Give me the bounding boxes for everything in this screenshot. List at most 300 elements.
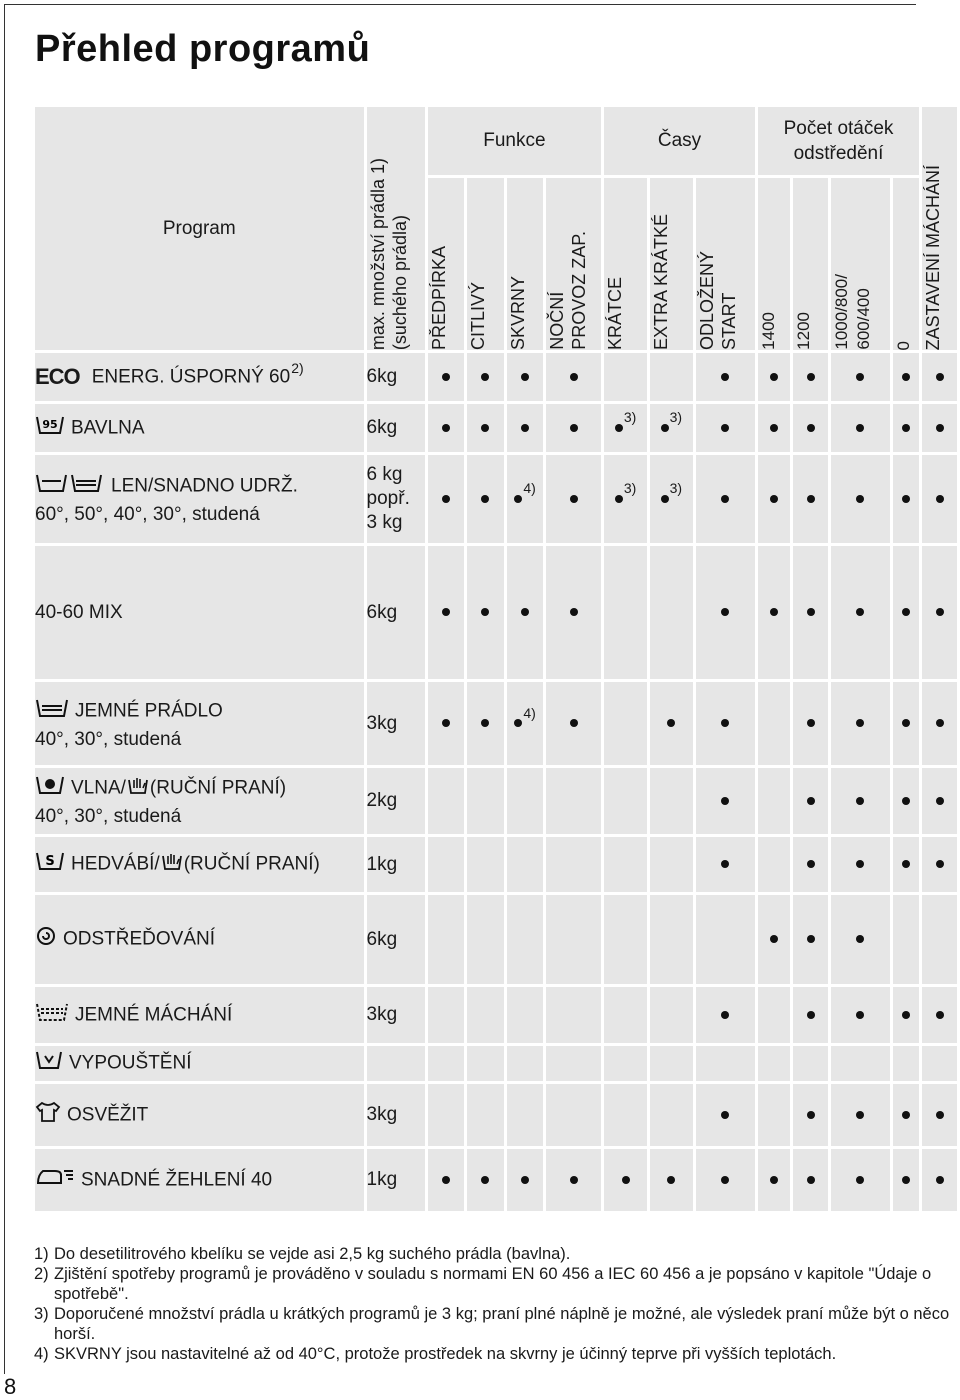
- spin-icon: [35, 925, 57, 954]
- option-cell: [831, 682, 890, 765]
- program-name-cell: [35, 837, 364, 892]
- footnotes: [34, 1244, 950, 1364]
- option-cell: [604, 404, 647, 452]
- program-row: [35, 837, 957, 892]
- option-cell: [758, 404, 791, 452]
- option-cell: [893, 1084, 919, 1146]
- option-cell: [922, 1046, 957, 1081]
- availability-dot: [936, 495, 944, 503]
- program-name-line: [35, 1048, 364, 1079]
- column-header-label: ODLOŽENÝ START: [696, 250, 739, 350]
- program-name: JEMNÉ PRÁDLO: [75, 700, 223, 722]
- option-cell: [831, 455, 890, 543]
- cotton-95-icon: [35, 413, 65, 444]
- column-header-label: SKVRNY: [507, 275, 528, 350]
- option-cell: [507, 1046, 544, 1081]
- option-cell: [922, 353, 957, 401]
- option-cell: [831, 546, 890, 679]
- availability-dot: [481, 373, 489, 381]
- option-cell: [650, 404, 693, 452]
- availability-dot: [807, 495, 815, 503]
- option-cell: [696, 895, 755, 984]
- availability-dot: [902, 1111, 910, 1119]
- availability-dot: [770, 495, 778, 503]
- availability-dot: [936, 1111, 944, 1119]
- option-cell: [467, 987, 504, 1043]
- option-cell: [758, 895, 791, 984]
- footnote-text: SKVRNY jsou nastavitelné až od 40°C, protože prostředek na skvrny je účinný teprve při vyšších teplotách.: [54, 1345, 837, 1363]
- availability-dot: [936, 797, 944, 805]
- availability-dot: [902, 1011, 910, 1019]
- availability-dot: [481, 1176, 489, 1184]
- availability-dot: [442, 608, 450, 616]
- availability-dot: [902, 797, 910, 805]
- option-cell: [467, 404, 504, 452]
- availability-dot: [902, 495, 910, 503]
- column-header-short: [604, 178, 647, 350]
- option-cell: [650, 546, 693, 679]
- eco-icon: ECO: [35, 363, 80, 389]
- column-header-label: 1400: [758, 312, 778, 350]
- availability-dot: [570, 719, 578, 727]
- column-header-night-mode: [546, 178, 601, 350]
- option-cell: [793, 987, 828, 1043]
- program-temperatures: 40°, 30°, studená: [35, 806, 182, 827]
- footnote-number: 4): [34, 1345, 49, 1363]
- option-cell: [793, 837, 828, 892]
- program-row: [35, 895, 957, 984]
- program-name: OSVĚŽIT: [67, 1104, 149, 1126]
- option-cell: [507, 1149, 544, 1211]
- availability-dot: [770, 935, 778, 943]
- availability-dot: [622, 1176, 630, 1184]
- program-load: 6kg: [367, 353, 425, 401]
- option-cell: [758, 987, 791, 1043]
- option-cell: [604, 455, 647, 543]
- drain-icon: [35, 1048, 63, 1079]
- option-cell: [893, 455, 919, 543]
- availability-dot: [481, 424, 489, 432]
- availability-dot: [721, 1111, 729, 1119]
- option-cell: [758, 1046, 791, 1081]
- option-cell: [546, 353, 601, 401]
- option-cell: [793, 455, 828, 543]
- footnote-ref: 3): [623, 480, 637, 496]
- option-cell: [696, 1046, 755, 1081]
- program-load: 3kg: [367, 682, 425, 765]
- availability-dot: [856, 1111, 864, 1119]
- option-cell: [467, 1084, 504, 1146]
- option-cell: [696, 546, 755, 679]
- page-number: 8: [4, 1374, 17, 1399]
- option-cell: [604, 1046, 647, 1081]
- option-cell: [696, 404, 755, 452]
- option-cell: [893, 895, 919, 984]
- availability-dot: [721, 797, 729, 805]
- program-row: [35, 987, 957, 1043]
- program-row: [35, 1084, 957, 1146]
- column-header-rinse-hold: [922, 107, 957, 350]
- program-name-line: [35, 1000, 364, 1031]
- option-cell: [507, 837, 544, 892]
- availability-dot: [721, 495, 729, 503]
- availability-dot: [721, 1176, 729, 1184]
- option-cell: [893, 404, 919, 452]
- program-name-cell: [35, 404, 364, 452]
- option-cell: [831, 1046, 890, 1081]
- option-cell: [793, 353, 828, 401]
- option-cell: [922, 546, 957, 679]
- option-cell: [604, 353, 647, 401]
- availability-dot: [721, 860, 729, 868]
- availability-dot: [481, 495, 489, 503]
- option-cell: [831, 768, 890, 834]
- option-cell: [467, 353, 504, 401]
- availability-dot: [807, 860, 815, 868]
- easy-care-icon: [35, 471, 105, 502]
- header-group-row: [35, 107, 957, 175]
- option-cell: [922, 895, 957, 984]
- load-header-label: max. množství prádla 1) (suchého prádla): [367, 157, 410, 350]
- option-cell: [467, 768, 504, 834]
- availability-dot: [570, 1176, 578, 1184]
- option-cell: [604, 546, 647, 679]
- option-cell: [428, 895, 465, 984]
- column-header-0: [893, 178, 919, 350]
- availability-dot: [856, 1011, 864, 1019]
- column-header-1200: [793, 178, 828, 350]
- footnote-ref: 4): [523, 704, 536, 721]
- availability-dot: [902, 719, 910, 727]
- option-cell: [793, 404, 828, 452]
- availability-dot: [615, 424, 623, 432]
- column-header-prewash: [428, 178, 465, 350]
- availability-dot: [807, 1176, 815, 1184]
- availability-dot: [570, 373, 578, 381]
- option-cell: [831, 895, 890, 984]
- option-cell: [467, 1046, 504, 1081]
- option-cell: [428, 1084, 465, 1146]
- footnote-number: 2): [34, 1265, 49, 1283]
- availability-dot: [481, 719, 489, 727]
- availability-dot: [936, 1011, 944, 1019]
- availability-dot: [661, 495, 669, 503]
- availability-dot: [936, 860, 944, 868]
- option-cell: [758, 353, 791, 401]
- program-name-footnote-ref: 2): [291, 359, 304, 376]
- availability-dot: [936, 719, 944, 727]
- availability-dot: [936, 373, 944, 381]
- option-cell: [428, 837, 465, 892]
- availability-dot: [770, 1176, 778, 1184]
- footnote-ref: 3): [623, 409, 637, 425]
- option-cell: [922, 1149, 957, 1211]
- availability-dot: [936, 608, 944, 616]
- option-cell: [546, 837, 601, 892]
- program-row: [35, 353, 957, 401]
- program-name-line: [35, 1165, 364, 1196]
- column-header-label: 0: [893, 340, 913, 350]
- option-cell: [507, 895, 544, 984]
- availability-dot: [721, 608, 729, 616]
- program-row: [35, 404, 957, 452]
- option-cell: [696, 987, 755, 1043]
- availability-dot: [856, 860, 864, 868]
- funkce-group-header: Funkce: [428, 107, 602, 175]
- option-cell: [922, 987, 957, 1043]
- program-name: VYPOUŠTĚNÍ: [69, 1052, 192, 1074]
- program-load: 2kg: [367, 768, 425, 834]
- program-header: Program: [35, 107, 364, 350]
- footnote-text: Do desetilitrového kbelíku se vejde asi 2,5 kg suchého prádla (bavlna).: [54, 1245, 571, 1263]
- program-name-line: [35, 696, 364, 727]
- option-cell: [758, 546, 791, 679]
- availability-dot: [936, 424, 944, 432]
- option-cell: [604, 987, 647, 1043]
- availability-dot: [770, 424, 778, 432]
- wool-icon: [35, 773, 65, 804]
- option-cell: [696, 1084, 755, 1146]
- availability-dot: [514, 495, 522, 503]
- hand-wash-icon: [161, 850, 183, 879]
- option-cell: [793, 1046, 828, 1081]
- availability-dot: [770, 608, 778, 616]
- footnote-number: 1): [34, 1245, 49, 1263]
- option-cell: [793, 546, 828, 679]
- hand-wash-icon: [127, 774, 149, 803]
- availability-dot: [807, 1111, 815, 1119]
- option-cell: [696, 455, 755, 543]
- option-cell: [428, 455, 465, 543]
- option-cell: [922, 455, 957, 543]
- availability-dot: [570, 424, 578, 432]
- option-cell: [650, 1084, 693, 1146]
- program-name-cell: [35, 987, 364, 1043]
- option-cell: [831, 353, 890, 401]
- easy-iron-icon: [35, 1165, 75, 1196]
- option-cell: [467, 1149, 504, 1211]
- column-header-label: 1200: [794, 312, 814, 350]
- option-cell: [758, 768, 791, 834]
- availability-dot: [661, 424, 669, 432]
- option-cell: [507, 353, 544, 401]
- option-cell: [604, 768, 647, 834]
- option-cell: [546, 895, 601, 984]
- option-cell: [650, 987, 693, 1043]
- availability-dot: [770, 373, 778, 381]
- availability-dot: [807, 935, 815, 943]
- option-cell: [507, 1084, 544, 1146]
- program-row: [35, 546, 957, 679]
- availability-dot: [856, 797, 864, 805]
- availability-dot: [856, 495, 864, 503]
- option-cell: [428, 1046, 465, 1081]
- option-cell: [893, 546, 919, 679]
- footnote-number: 3): [34, 1305, 49, 1323]
- option-cell: [793, 1084, 828, 1146]
- page-title: Přehled programů: [35, 28, 371, 70]
- availability-dot: [442, 1176, 450, 1184]
- option-cell: [507, 987, 544, 1043]
- option-cell: [428, 768, 465, 834]
- program-name-suffix: (RUČNÍ PRANÍ): [183, 853, 320, 875]
- option-cell: [696, 1149, 755, 1211]
- availability-dot: [902, 608, 910, 616]
- refresh-shirt-icon: [35, 1100, 61, 1131]
- program-name-cell: [35, 1084, 364, 1146]
- option-cell: [546, 987, 601, 1043]
- availability-dot: [442, 373, 450, 381]
- option-cell: [831, 1084, 890, 1146]
- program-load: 6kg: [367, 404, 425, 452]
- option-cell: [650, 353, 693, 401]
- column-header-sensitive: [467, 178, 504, 350]
- program-name-line: [35, 773, 364, 804]
- availability-dot: [856, 424, 864, 432]
- availability-dot: [902, 1176, 910, 1184]
- option-cell: [893, 1149, 919, 1211]
- availability-dot: [667, 1176, 675, 1184]
- option-cell: [696, 353, 755, 401]
- program-table: [32, 104, 960, 1214]
- program-load: 6kg: [367, 895, 425, 984]
- svg-text:S: S: [45, 854, 55, 869]
- availability-dot: [856, 373, 864, 381]
- availability-dot: [521, 1176, 529, 1184]
- availability-dot: [807, 719, 815, 727]
- option-cell: [793, 768, 828, 834]
- option-cell: [650, 837, 693, 892]
- option-cell: [604, 682, 647, 765]
- option-cell: [650, 768, 693, 834]
- option-cell: [650, 1046, 693, 1081]
- program-name: BAVLNA: [71, 417, 145, 439]
- footnote: [34, 1264, 950, 1304]
- availability-dot: [721, 424, 729, 432]
- spin-group-header: Počet otáček odstředění: [758, 107, 920, 175]
- option-cell: [793, 895, 828, 984]
- option-cell: [507, 768, 544, 834]
- availability-dot: [856, 1176, 864, 1184]
- program-name-cell: [35, 353, 364, 401]
- option-cell: [546, 455, 601, 543]
- option-cell: [922, 1084, 957, 1146]
- option-cell: [428, 682, 465, 765]
- load-header: [367, 107, 425, 350]
- column-header-1000: [831, 178, 890, 350]
- option-cell: [507, 404, 544, 452]
- program-name: ODSTŘEĎOVÁNÍ: [63, 928, 216, 950]
- option-cell: [758, 1084, 791, 1146]
- footnote-ref: 3): [669, 480, 683, 496]
- option-cell: [507, 682, 544, 765]
- option-cell: [546, 1149, 601, 1211]
- program-row: [35, 1046, 957, 1081]
- option-cell: [893, 768, 919, 834]
- program-row: [35, 682, 957, 765]
- column-header-label: KRÁTCE: [605, 276, 626, 350]
- column-header-label: 1000/800/ 600/400: [831, 274, 873, 350]
- option-cell: [758, 1149, 791, 1211]
- svg-text:95: 95: [42, 417, 58, 431]
- option-cell: [467, 455, 504, 543]
- program-name-line: [35, 413, 364, 444]
- option-cell: [831, 1149, 890, 1211]
- footnote: [34, 1244, 950, 1264]
- program-name: 40-60 MIX: [35, 602, 123, 623]
- silk-icon: [35, 849, 65, 880]
- footnote: [34, 1344, 950, 1364]
- rinse-icon: [35, 1000, 69, 1031]
- availability-dot: [807, 424, 815, 432]
- option-cell: [467, 546, 504, 679]
- program-name-cell: [35, 455, 364, 543]
- option-cell: [428, 987, 465, 1043]
- option-cell: [467, 837, 504, 892]
- availability-dot: [902, 373, 910, 381]
- availability-dot: [521, 608, 529, 616]
- option-cell: [696, 682, 755, 765]
- option-cell: [428, 404, 465, 452]
- option-cell: [650, 682, 693, 765]
- availability-dot: [514, 719, 522, 727]
- program-name: JEMNÉ MÁCHÁNÍ: [75, 1004, 233, 1026]
- availability-dot: [481, 608, 489, 616]
- option-cell: [758, 837, 791, 892]
- program-load: [367, 1046, 425, 1081]
- availability-dot: [570, 495, 578, 503]
- program-name: SNADNÉ ŽEHLENÍ 40: [81, 1169, 273, 1191]
- availability-dot: [721, 373, 729, 381]
- option-cell: [467, 895, 504, 984]
- program-name-line: [35, 1100, 364, 1131]
- option-cell: [507, 546, 544, 679]
- option-cell: [428, 1149, 465, 1211]
- program-name: HEDVÁBÍ/: [71, 853, 160, 875]
- program-temperatures: 40°, 30°, studená: [35, 728, 182, 750]
- option-cell: [831, 987, 890, 1043]
- program-name-cell: [35, 1149, 364, 1211]
- column-header-1400: [758, 178, 791, 350]
- column-header-label: CITLIVÝ: [468, 281, 489, 350]
- program-name-cell: [35, 768, 364, 834]
- availability-dot: [721, 719, 729, 727]
- option-cell: [546, 768, 601, 834]
- option-cell: [650, 895, 693, 984]
- availability-dot: [807, 373, 815, 381]
- option-cell: [428, 546, 465, 679]
- option-cell: [893, 837, 919, 892]
- program-name-suffix: (RUČNÍ PRANÍ): [149, 777, 287, 799]
- program-name-line: [35, 849, 364, 880]
- left-rule: [4, 4, 5, 1374]
- column-header-label: NOČNÍ PROVOZ ZAP.: [547, 231, 590, 350]
- column-header-label: PŘEDPÍRKA: [428, 245, 449, 350]
- program-name-line: [35, 925, 364, 954]
- option-cell: [428, 353, 465, 401]
- option-cell: [696, 837, 755, 892]
- footnote: [34, 1304, 950, 1344]
- program-name-line: [35, 600, 364, 625]
- option-cell: [793, 682, 828, 765]
- program-name: LEN/SNADNO UDRŽ.: [111, 475, 298, 497]
- program-name-cell: [35, 682, 364, 765]
- option-cell: [546, 404, 601, 452]
- availability-dot: [442, 424, 450, 432]
- availability-dot: [902, 424, 910, 432]
- option-cell: [793, 1149, 828, 1211]
- availability-dot: [442, 719, 450, 727]
